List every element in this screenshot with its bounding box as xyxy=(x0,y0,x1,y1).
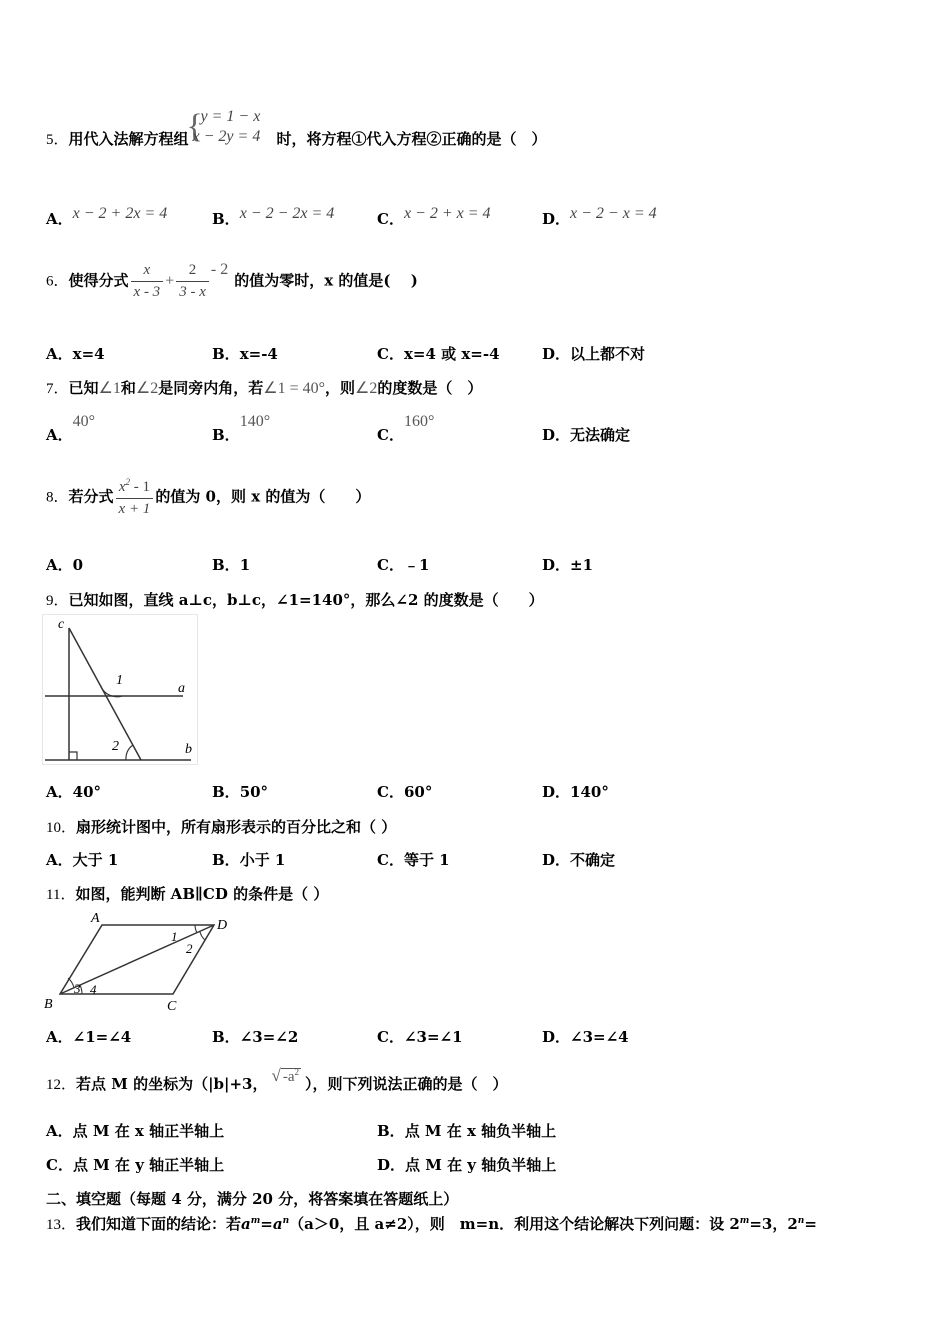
q11-option-b-letter: B． xyxy=(212,1028,240,1046)
q11-option-c-letter: C． xyxy=(377,1028,404,1046)
q11-option-d-text: ∠3=∠4 xyxy=(570,1028,629,1046)
q9-label-2: 2 xyxy=(112,739,119,754)
q9-label-a: a xyxy=(178,681,185,696)
q5-stem-b: 时，将方程①代入方程②正确的是（ ） xyxy=(276,130,547,148)
q10-option-b-letter: B． xyxy=(212,851,240,869)
q9-option-b[interactable] xyxy=(212,781,268,802)
q8-option-b-text: 1 xyxy=(239,556,251,574)
q8-num-exponent: 2 xyxy=(125,477,130,487)
q5-option-b-letter: B． xyxy=(212,210,240,228)
q8-numerator xyxy=(116,477,154,499)
q11-option-a-text: ∠1=∠4 xyxy=(72,1028,132,1046)
q9-figure xyxy=(42,614,200,766)
q7-option-c-text: 160° xyxy=(403,413,435,430)
q11-option-c-text: ∠3=∠1 xyxy=(403,1028,463,1046)
q8-option-c[interactable] xyxy=(377,554,429,575)
q7-text-1: 已知 xyxy=(68,379,99,397)
q5-option-b[interactable] xyxy=(212,205,335,229)
q8-option-d-text: ±1 xyxy=(570,556,594,574)
q8-num-x: x xyxy=(118,479,126,495)
q8-option-a-letter: A． xyxy=(46,556,73,574)
q9-label-1: 1 xyxy=(116,673,123,688)
q9-option-d-text: 140° xyxy=(570,783,609,801)
q10-option-d[interactable] xyxy=(542,849,615,870)
q12-option-b-text: 点 M 在 x 轴负半轴上 xyxy=(404,1122,557,1140)
q11-option-c[interactable] xyxy=(377,1026,463,1047)
q7-text-5: 的度数是（ ） xyxy=(377,379,483,397)
q12-option-b-letter: B． xyxy=(377,1122,405,1140)
q5-option-d-letter: D． xyxy=(542,210,571,228)
q8-denominator: x + 1 xyxy=(118,501,151,517)
q5-eq1: y = 1 − x xyxy=(200,108,261,125)
q10-stem-text: 扇形统计图中，所有扇形表示的百分比之和（ ） xyxy=(76,818,397,836)
q9-right-angle-mark xyxy=(69,752,77,760)
q8-fraction xyxy=(116,477,154,518)
q6-fraction-2 xyxy=(176,262,209,301)
q7-text-3: 是同旁内角，若 xyxy=(158,379,264,397)
q12-radicand xyxy=(281,1068,301,1085)
q11-option-a-letter: A． xyxy=(46,1028,73,1046)
q6-f1-den: x - 3 xyxy=(133,284,161,300)
q8-num-rest: - 1 xyxy=(130,479,150,495)
q7-option-d[interactable] xyxy=(542,424,630,445)
q12-number: 12． xyxy=(46,1077,77,1093)
q6-stem xyxy=(46,262,418,301)
q7-option-a-text: 40° xyxy=(72,413,96,430)
q6-f2-den: 3 - x xyxy=(179,284,206,300)
q5-option-a[interactable] xyxy=(46,205,168,229)
q7-text-2: 和 xyxy=(120,379,136,397)
q10-option-a-letter: A． xyxy=(46,851,73,869)
q6-f1-num: x xyxy=(131,262,164,282)
q12-radicand-text: -a xyxy=(282,1069,295,1085)
q8-stem-b: 的值为 0，则 x 的值为（ ） xyxy=(155,487,371,506)
q12-radical xyxy=(271,1066,301,1086)
q11-number: 11． xyxy=(46,887,76,903)
q9-option-b-letter: B． xyxy=(212,783,240,801)
q5-equation-system xyxy=(186,108,277,150)
q7-number: 7． xyxy=(46,381,69,397)
q12-option-c-text: 点 M 在 y 轴正半轴上 xyxy=(72,1156,225,1174)
q13-text-4: =3，2 xyxy=(749,1215,798,1233)
q11-stem-text: 如图，能判断 AB∥CD 的条件是（ ） xyxy=(75,885,329,903)
q11-label-c: C xyxy=(167,999,177,1014)
q7-option-d-letter: D． xyxy=(542,426,571,444)
q7-angle-2: ∠2 xyxy=(135,380,159,397)
q9-label-b: b xyxy=(185,742,192,757)
q12-option-c-letter: C． xyxy=(46,1156,73,1174)
q6-option-a-text: x=4 xyxy=(72,345,105,363)
q7-option-a[interactable] xyxy=(46,413,96,445)
q6-option-c-letter: C． xyxy=(377,345,404,363)
q9-option-a[interactable] xyxy=(46,781,101,802)
q9-transversal xyxy=(69,628,141,760)
q13-number: 13． xyxy=(46,1217,77,1233)
q11-option-d-letter: D． xyxy=(542,1028,571,1046)
q7-option-d-text: 无法确定 xyxy=(570,426,631,444)
q8-option-b-letter: B． xyxy=(212,556,240,574)
q5-number: 5． xyxy=(46,132,69,148)
q8-stem-a: 若分式 xyxy=(68,487,114,506)
q11-label-3: 3 xyxy=(74,981,81,996)
q12-stem-b: ），则下列说法正确的是（ ） xyxy=(304,1075,508,1093)
q13-exp-3: m xyxy=(739,1216,750,1226)
q9-stem-text: 已知如图，直线 a⊥c，b⊥c，∠1=140°，那么∠2 的度数是（ ） xyxy=(68,591,544,609)
q6-fraction-1 xyxy=(131,262,164,301)
q11-arc-1 xyxy=(195,925,197,933)
q9-option-a-letter: A． xyxy=(46,783,73,801)
q10-option-b-text: 小于 1 xyxy=(239,851,286,869)
q13-stem xyxy=(46,1213,817,1234)
q7-option-b-text: 140° xyxy=(239,413,271,430)
q7-stem xyxy=(46,377,482,398)
q10-option-b[interactable] xyxy=(212,849,285,870)
q11-option-a[interactable] xyxy=(46,1026,131,1047)
q7-option-c-letter: C． xyxy=(377,426,404,444)
q9-figure-border xyxy=(43,615,198,765)
q8-number: 8． xyxy=(46,489,69,506)
q9-option-d-letter: D． xyxy=(542,783,571,801)
q10-number: 10． xyxy=(46,820,77,836)
q9-option-c[interactable] xyxy=(377,781,432,802)
q5-option-c-letter: C． xyxy=(377,210,404,228)
q10-option-d-letter: D． xyxy=(542,851,571,869)
q12-radicand-exponent: 2 xyxy=(294,1067,299,1077)
q6-option-b[interactable] xyxy=(212,343,278,364)
q5-option-d[interactable] xyxy=(542,205,657,229)
q12-option-d-letter: D． xyxy=(377,1156,406,1174)
q12-stem xyxy=(46,1066,508,1094)
q11-label-d: D xyxy=(217,918,228,933)
q6-number: 6． xyxy=(46,273,69,290)
q7-option-a-letter: A． xyxy=(46,426,73,444)
q6-stem-b: 的值为零时，x 的值是( ) xyxy=(234,271,418,290)
q9-option-a-text: 40° xyxy=(72,783,102,801)
q10-option-d-text: 不确定 xyxy=(570,851,616,869)
q8-option-a-text: 0 xyxy=(72,556,84,574)
q9-option-c-text: 60° xyxy=(403,783,433,801)
q12-stem-a: 若点 M 的坐标为（|b|+3， xyxy=(76,1075,268,1093)
q8-option-d[interactable] xyxy=(542,554,593,575)
q8-option-d-letter: D． xyxy=(542,556,571,574)
q13-equals: = xyxy=(260,1215,273,1233)
q12-option-a-text: 点 M 在 x 轴正半轴上 xyxy=(72,1122,225,1140)
q11-diagonal-bd xyxy=(60,925,214,994)
q11-option-b-text: ∠3=∠2 xyxy=(239,1028,299,1046)
q9-option-b-text: 50° xyxy=(239,783,269,801)
q10-option-a[interactable] xyxy=(46,849,118,870)
q10-option-c[interactable] xyxy=(377,849,450,870)
q5-stem xyxy=(46,108,547,150)
q7-option-b[interactable] xyxy=(212,413,271,445)
q12-option-d[interactable] xyxy=(377,1154,556,1175)
q6-option-c[interactable] xyxy=(377,343,500,364)
q11-label-4: 4 xyxy=(90,982,97,997)
q13-text-3: m=n．利用这个结论解决下列问题：设 2 xyxy=(459,1215,740,1233)
q10-option-c-letter: C． xyxy=(377,851,404,869)
q6-option-d[interactable] xyxy=(542,343,645,364)
q5-option-b-text: x − 2 − 2x = 4 xyxy=(239,205,335,222)
q13-text-2: （a＞0，且 a≠2），则 xyxy=(289,1215,445,1233)
q5-brace: { xyxy=(186,108,203,145)
q9-option-d[interactable] xyxy=(542,781,609,802)
q12-option-c[interactable] xyxy=(46,1154,224,1175)
q8-option-a[interactable] xyxy=(46,554,83,575)
q12-option-a[interactable] xyxy=(46,1120,224,1141)
q11-label-2: 2 xyxy=(186,941,193,956)
q8-option-c-letter: C． xyxy=(377,556,404,574)
q11-option-d[interactable] xyxy=(542,1026,629,1047)
q5-option-a-letter: A． xyxy=(46,210,73,228)
q13-exp-1: m xyxy=(250,1216,261,1226)
q6-option-a[interactable] xyxy=(46,343,105,364)
q9-arc-2 xyxy=(126,745,133,760)
q12-option-b[interactable] xyxy=(377,1120,556,1141)
q10-option-c-text: 等于 1 xyxy=(403,851,450,869)
q10-stem xyxy=(46,816,396,837)
q7-text-4: ，则 xyxy=(325,379,356,397)
q11-option-b[interactable] xyxy=(212,1026,298,1047)
q7-condition: ∠1 = 40° xyxy=(263,380,326,397)
q6-option-c-text: x=4 或 x=-4 xyxy=(403,345,500,363)
q13-exp-2: n xyxy=(282,1216,290,1226)
q9-stem xyxy=(46,589,544,610)
q11-stem xyxy=(46,883,328,904)
q5-option-c[interactable] xyxy=(377,205,491,229)
q12-radical-sign: √ xyxy=(271,1066,281,1085)
q8-option-c-text: ﹣1 xyxy=(403,556,430,574)
q9-label-c: c xyxy=(58,617,65,632)
q6-option-a-letter: A． xyxy=(46,345,73,363)
q13-text-1: 我们知道下面的结论：若 xyxy=(76,1215,242,1233)
q10-option-a-text: 大于 1 xyxy=(72,851,119,869)
q6-option-b-letter: B． xyxy=(212,345,240,363)
q5-stem-a: 用代入法解方程组 xyxy=(68,130,189,148)
q6-minus-two: - 2 xyxy=(210,260,229,278)
q13-text-5: = xyxy=(804,1215,817,1233)
q13-base-1: a xyxy=(241,1215,251,1233)
q5-eq2: x − 2y = 4 xyxy=(192,128,261,145)
q6-option-b-text: x=-4 xyxy=(239,345,278,363)
q12-option-d-text: 点 M 在 y 轴负半轴上 xyxy=(405,1156,557,1174)
q7-option-b-letter: B． xyxy=(212,426,240,444)
q8-stem xyxy=(46,477,370,518)
q5-option-a-text: x − 2 + 2x = 4 xyxy=(72,205,168,222)
q6-plus: + xyxy=(165,272,175,290)
q6-f2-num: 2 xyxy=(176,262,209,282)
section-2-title: 二、填空题（每题 4 分，满分 20 分，将答案填在答题纸上） xyxy=(46,1190,459,1208)
q13-exp-4: n xyxy=(797,1216,805,1226)
q13-base-2: a xyxy=(272,1215,283,1233)
q5-option-c-text: x − 2 + x = 4 xyxy=(403,205,491,222)
q9-option-c-letter: C． xyxy=(377,783,404,801)
q11-label-1: 1 xyxy=(171,929,178,944)
q7-angle-1: ∠1 xyxy=(98,380,121,397)
q11-label-a: A xyxy=(91,911,100,926)
q6-stem-a: 使得分式 xyxy=(68,271,129,290)
q12-option-a-letter: A． xyxy=(46,1122,73,1140)
q7-option-c[interactable] xyxy=(377,413,435,445)
q6-option-d-text: 以上都不对 xyxy=(570,345,646,363)
q8-option-b[interactable] xyxy=(212,554,250,575)
q11-figure xyxy=(40,908,240,1016)
q6-option-d-letter: D． xyxy=(542,345,571,363)
q11-arc-2 xyxy=(200,932,205,940)
q5-option-d-text: x − 2 − x = 4 xyxy=(570,205,657,222)
q11-label-b: B xyxy=(44,997,53,1012)
q7-angle-3: ∠2 xyxy=(355,380,378,397)
q9-number: 9． xyxy=(46,593,69,609)
